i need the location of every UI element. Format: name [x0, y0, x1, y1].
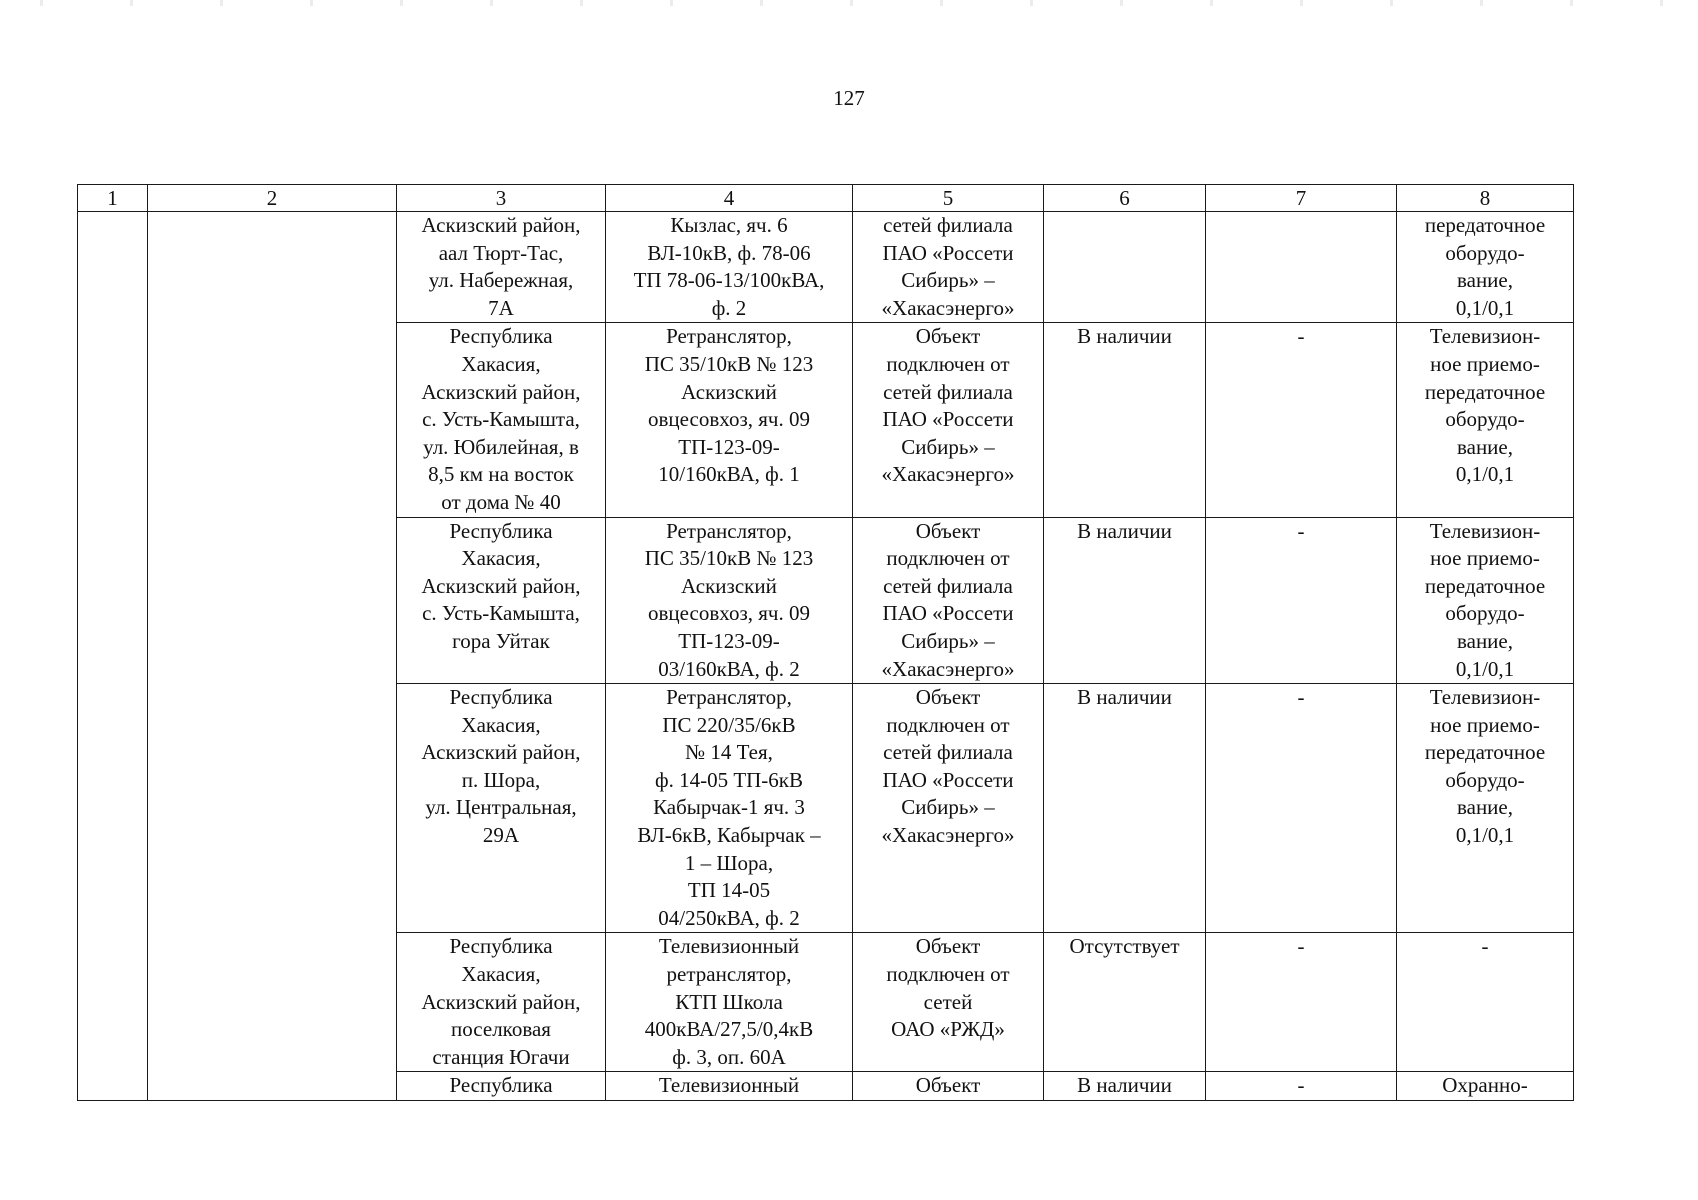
availability-cell: В наличии: [1044, 1072, 1206, 1101]
grid-owner-cell: Объект подключен от сетей филиала ПАО «Россети Сибирь» – «Хакасэнерго»: [853, 684, 1044, 933]
equipment-cell: Телевизион- ное приемо- передаточное оборудо- вание, 0,1/0,1: [1397, 517, 1574, 684]
col7-cell: [1206, 212, 1397, 323]
col7-cell: -: [1206, 323, 1397, 517]
grid-owner-cell: Объект подключен от сетей филиала ПАО «Россети Сибирь» – «Хакасэнерго»: [853, 323, 1044, 517]
header-cell-8: 8: [1397, 185, 1574, 212]
address-cell: Республика Хакасия, Аскизский район, п. Шора, ул. Центральная, 29А: [397, 684, 606, 933]
connection-point-cell: Ретранслятор, ПС 35/10кВ № 123 Аскизский овцесовхоз, яч. 09 ТП-123-09- 10/160кВА, ф. 1: [606, 323, 853, 517]
address-cell: Республика: [397, 1072, 606, 1101]
col7-cell: -: [1206, 517, 1397, 684]
header-cell-1: 1: [78, 185, 148, 212]
equipment-cell: Телевизион- ное приемо- передаточное оборудо- вание, 0,1/0,1: [1397, 323, 1574, 517]
equipment-cell: -: [1397, 933, 1574, 1072]
header-cell-5: 5: [853, 185, 1044, 212]
merged-cell-col1: [78, 212, 148, 1101]
address-cell: Республика Хакасия, Аскизский район, поселковая станция Югачи: [397, 933, 606, 1072]
merged-cell-col2: [148, 212, 397, 1101]
equipment-cell: Охранно-: [1397, 1072, 1574, 1101]
grid-owner-cell: Объект: [853, 1072, 1044, 1101]
availability-cell: В наличии: [1044, 323, 1206, 517]
availability-cell: Отсутствует: [1044, 933, 1206, 1072]
col7-cell: -: [1206, 684, 1397, 933]
connection-point-cell: Ретранслятор, ПС 35/10кВ № 123 Аскизский овцесовхоз, яч. 09 ТП-123-09- 03/160кВА, ф. 2: [606, 517, 853, 684]
col7-cell: -: [1206, 1072, 1397, 1101]
grid-owner-cell: Объект подключен от сетей филиала ПАО «Россети Сибирь» – «Хакасэнерго»: [853, 517, 1044, 684]
availability-cell: [1044, 212, 1206, 323]
availability-cell: В наличии: [1044, 684, 1206, 933]
scan-noise: [0, 0, 1698, 6]
connection-point-cell: Ретранслятор, ПС 220/35/6кВ № 14 Тея, ф. 14-05 ТП-6кВ Кабырчак-1 яч. 3 ВЛ-6кВ, Кабырчак – 1 – Шора, ТП 14-05 04/250кВА, ф. 2: [606, 684, 853, 933]
header-cell-6: 6: [1044, 185, 1206, 212]
equipment-cell: Телевизион- ное приемо- передаточное оборудо- вание, 0,1/0,1: [1397, 684, 1574, 933]
address-cell: Республика Хакасия, Аскизский район, с. Усть-Камышта, ул. Юбилейная, в 8,5 км на восток от дома № 40: [397, 323, 606, 517]
header-row: [78, 185, 1574, 212]
page-number: 127: [833, 86, 865, 110]
availability-cell: В наличии: [1044, 517, 1206, 684]
equipment-cell: передаточное оборудо- вание, 0,1/0,1: [1397, 212, 1574, 323]
address-cell: Аскизский район, аал Тюрт-Тас, ул. Набережная, 7А: [397, 212, 606, 323]
grid-owner-cell: сетей филиала ПАО «Россети Сибирь» – «Хакасэнерго»: [853, 212, 1044, 323]
connection-point-cell: Телевизионный: [606, 1072, 853, 1101]
header-cell-4: 4: [606, 185, 853, 212]
col7-cell: -: [1206, 933, 1397, 1072]
header-cell-7: 7: [1206, 185, 1397, 212]
connection-point-cell: Кызлас, яч. 6 ВЛ-10кВ, ф. 78-06 ТП 78-06-13/100кВА, ф. 2: [606, 212, 853, 323]
header-cell-2: 2: [148, 185, 397, 212]
grid-owner-cell: Объект подключен от сетей ОАО «РЖД»: [853, 933, 1044, 1072]
connection-point-cell: Телевизионный ретранслятор, КТП Школа 400кВА/27,5/0,4кВ ф. 3, оп. 60А: [606, 933, 853, 1072]
address-cell: Республика Хакасия, Аскизский район, с. Усть-Камышта, гора Уйтак: [397, 517, 606, 684]
document-table: [77, 184, 1574, 1101]
table-row: [78, 212, 1574, 323]
header-cell-3: 3: [397, 185, 606, 212]
